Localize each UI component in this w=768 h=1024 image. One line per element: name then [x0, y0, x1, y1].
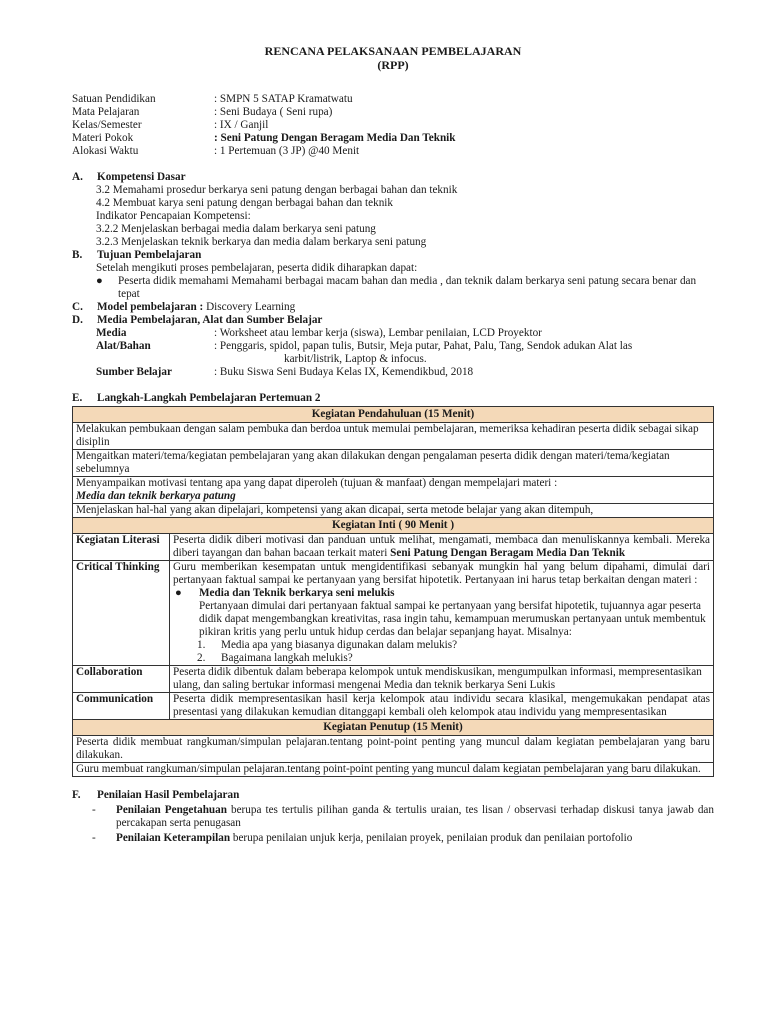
competency-line: 3.2 Memahami prosedur berkarya seni patung dengan berbagai bahan dan teknik [96, 184, 458, 196]
competency-line: 3.2.2 Menjelaskan berbagai media dalam berkarya seni patung [96, 223, 376, 235]
identity-row: Mata Pelajaran : Seni Budaya ( Seni rupa) [72, 106, 333, 118]
competency-line: 4.2 Membuat karya seni patung dengan berbagai bahan dan teknik [96, 197, 393, 209]
section-d-heading: D. Media Pembelajaran, Alat dan Sumber Belajar [72, 314, 323, 326]
bullet-icon: ● [96, 275, 103, 287]
literacy-content: Peserta didik diberi motivasi dan panduan untuk melihat, mengamati, membaca dan menuliskannya kembali. Mereka diberi tayangan dan bahan bacaan terkait materi Seni Patung Dengan Beragam Media Dan Teknik [170, 534, 714, 561]
table-row: Melakukan pembukaan dengan salam pembuka dan berdoa untuk memulai pembelajaran, memeriksa kehadiran peserta didik sebagai sikap disiplin [73, 423, 714, 450]
section-e-heading: E. Langkah-Langkah Pembelajaran Pertemuan 2 [72, 392, 321, 404]
identity-row: Kelas/Semester : IX / Ganjil [72, 119, 269, 131]
section-b-heading: B. Tujuan Pembelajaran [72, 249, 202, 261]
question-item: 1. Media apa yang biasanya digunakan dalam melukis? [197, 639, 458, 651]
table-row: Peserta didik membuat rangkuman/simpulan pelajaran.tentang point-point penting yang muncul dalam kegiatan pembelajaran yang baru dilakukan. [73, 736, 714, 763]
competency-line: Indikator Pencapaian Kompetensi: [96, 210, 251, 222]
media-row: Media : Worksheet atau lembar kerja (siswa), Lembar penilaian, LCD Proyektor [96, 327, 542, 339]
communication-content: Peserta didik mempresentasikan hasil kerja kelompok atau individu secara klasikal, mengemukakan pendapat atas presentasi yang dilakukan kemudian ditanggapi kembali oleh kelompok atau individu yang mempresentasikan [170, 693, 714, 720]
tools-row: Alat/Bahan : Penggaris, spidol, papan tulis, Butsir, Meja putar, Pahat, Palu, Tang, Sendok adukan Alat las [96, 340, 633, 352]
table-row: Guru membuat rangkuman/simpulan pelajaran.tentang point-point penting yang muncul dalam kegiatan pembelajaran yang baru dilakukan. [73, 763, 714, 777]
table-row: Menjelaskan hal-hal yang akan dipelajari, kompetensi yang akan dicapai, serta metode belajar yang akan ditempuh, [73, 504, 714, 518]
table-row: Menyampaikan motivasi tentang apa yang dapat diperoleh (tujuan & manfaat) dengan mempelajari materi : Media dan teknik berkarya patung [73, 477, 714, 504]
identity-row: Alokasi Waktu : 1 Pertemuan (3 JP) @40 Menit [72, 145, 360, 157]
section-f-heading: F. Penilaian Hasil Pembelajaran [72, 789, 240, 801]
closing-activity-header: Kegiatan Penutup (15 Menit) [73, 720, 714, 736]
assessment-item: - Penilaian Pengetahuan berupa tes tertulis pilihan ganda & tertulis uraian, tes lisan / observasi terhadap diskusi tanya jawab dan percakapan serta penugasan [92, 804, 714, 829]
source-row: Sumber Belajar : Buku Siswa Seni Budaya Kelas IX, Kemendikbud, 2018 [96, 366, 474, 378]
section-a-heading: A. Kompetensi Dasar [72, 171, 186, 183]
intro-activity-header: Kegiatan Pendahuluan (15 Menit) [73, 407, 714, 423]
identity-block [72, 93, 714, 158]
document-subtitle: (RPP) [377, 58, 409, 72]
core-activity-header: Kegiatan Inti ( 90 Menit ) [73, 518, 714, 534]
collaboration-content: Peserta didik dibentuk dalam beberapa kelompok untuk mendiskusikan, mengumpulkan informasi, mempresentasikan ulang, dan saling bertukar informasi mengenai Media dan teknik berkarya Seni Lukis [170, 666, 714, 693]
objective-intro: Setelah mengikuti proses pembelajaran, peserta didik diharapkan dapat: [96, 262, 418, 274]
identity-row: Satuan Pendidikan : SMPN 5 SATAP Kramatwatu [72, 93, 353, 105]
tools-row-cont: karbit/listrik, Laptop & infocus. [284, 353, 427, 365]
learning-steps-table [72, 406, 714, 777]
critical-bullet: ● Media dan Teknik berkarya seni melukis [175, 587, 395, 599]
collaboration-label: Collaboration [73, 666, 170, 693]
document-page [72, 44, 714, 845]
question-item: 2. Bagaimana langkah melukis? [197, 652, 353, 664]
literacy-label: Kegiatan Literasi [73, 534, 170, 561]
critical-thinking-content: Guru memberikan kesempatan untuk mengidentifikasi sebanyak mungkin hal yang belum dipahami, dimulai dari pertanyaan faktual sampai ke pertanyaan yang bersifat hipotetik. Pertanyaan ini harus tetap berkaitan dengan materi : ● Media dan Teknik berkarya seni melukis Pertanyaan dimulai dari pertanyaan faktual sampai ke pertanyaan yang bersifat hipotetik, tujuannya agar peserta didik dapat mengembangkan kreativitas, rasa ingin tahu, kemampuan merumuskan pertanyaan untuk membentuk pikiran kritis yang perlu untuk hidup cerdas dan belajar sepanjang hayat. Misalnya: 1. Media apa yang biasanya digunakan dalam melukis? 2. Bagaimana langkah melukis? [170, 561, 714, 666]
communication-label: Communication [73, 693, 170, 720]
identity-row: Materi Pokok : Seni Patung Dengan Beragam Media Dan Teknik [72, 132, 456, 144]
document-title: RENCANA PELAKSANAAN PEMBELAJARAN [264, 44, 522, 58]
assessment-item: - Penilaian Keterampilan berupa penilaian unjuk kerja, penilaian proyek, penilaian produk dan penilaian portofolio [92, 832, 633, 844]
critical-thinking-label: Critical Thinking [73, 561, 170, 666]
section-c-heading: C. Model pembelajaran : Discovery Learning [72, 301, 296, 313]
bullet-icon: ● [175, 587, 182, 599]
table-row: Mengaitkan materi/tema/kegiatan pembelajaran yang akan dilakukan dengan pengalaman peserta didik dengan materi/tema/kegiatan sebelumnya [73, 450, 714, 477]
competency-line: 3.2.3 Menjelaskan teknik berkarya dan media dalam berkarya seni patung [96, 236, 427, 248]
objective-bullet: ● Peserta didik memahami Memahami berbagai macam bahan dan media , dan teknik dalam berkarya seni patung secara benar dan tepat [96, 275, 697, 300]
